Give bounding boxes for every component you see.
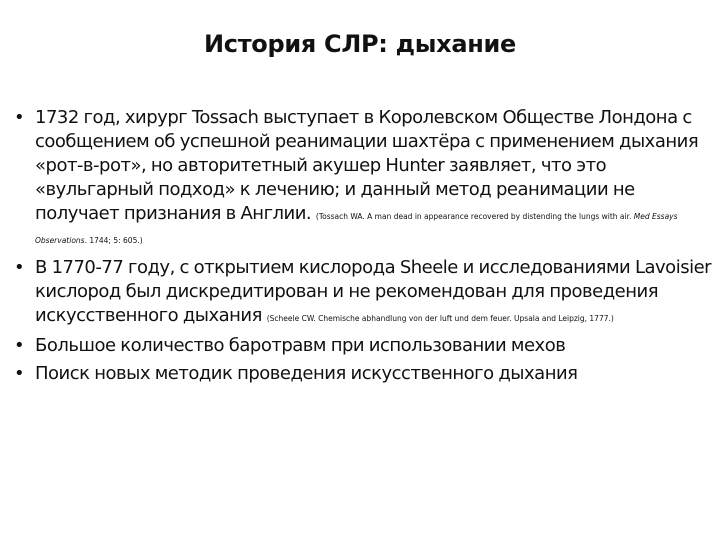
citation-suffix: . 1744; 5: 605.) (84, 236, 143, 245)
citation-journal: Med Essays Observations (35, 212, 678, 245)
bullet-marker: • (14, 363, 25, 384)
bullet-text: Большое количество баротравм при использовании мехов (35, 335, 566, 356)
bullet-item-new-methods (14, 362, 714, 386)
citation-prefix: (Tossach WA. A man dead in appearance recovered by distending the lungs with air. (315, 212, 632, 221)
bullet-list (14, 106, 714, 386)
bullet-text: В 1770-77 году, с открытием кислорода Sheele и исследованиями Lavoisier кислород был дискредитирован и не рекомендован для проведения искусственного дыхания (35, 257, 712, 326)
slide-title: История СЛР: дыхание (203, 30, 516, 58)
bullet-text: Поиск новых методик проведения искусственного дыхания (35, 363, 578, 384)
bullet-marker: • (14, 107, 25, 128)
bullet-text: 1732 год, хирург Tossach выступает в Королевском Обществе Лондона с сообщением об успешной реанимации шахтёра с применением дыхания «рот-в-рот», но авторитетный акушер Hunter заявляет, что это «вульгарный подход» к лечению; и данный метод реанимации не получает признания в Англии. (35, 107, 699, 224)
citation-scheele: (Scheele CW. Chemische abhandlung von der luft und dem feuer. Upsala and Leipzig, 1777.) (266, 314, 614, 323)
bullet-item-barotrauma (14, 334, 714, 358)
bullet-item-oxygen (14, 256, 714, 328)
bullet-marker: • (14, 257, 25, 278)
bullet-item-tossach (14, 106, 714, 250)
bullet-marker: • (14, 335, 25, 356)
